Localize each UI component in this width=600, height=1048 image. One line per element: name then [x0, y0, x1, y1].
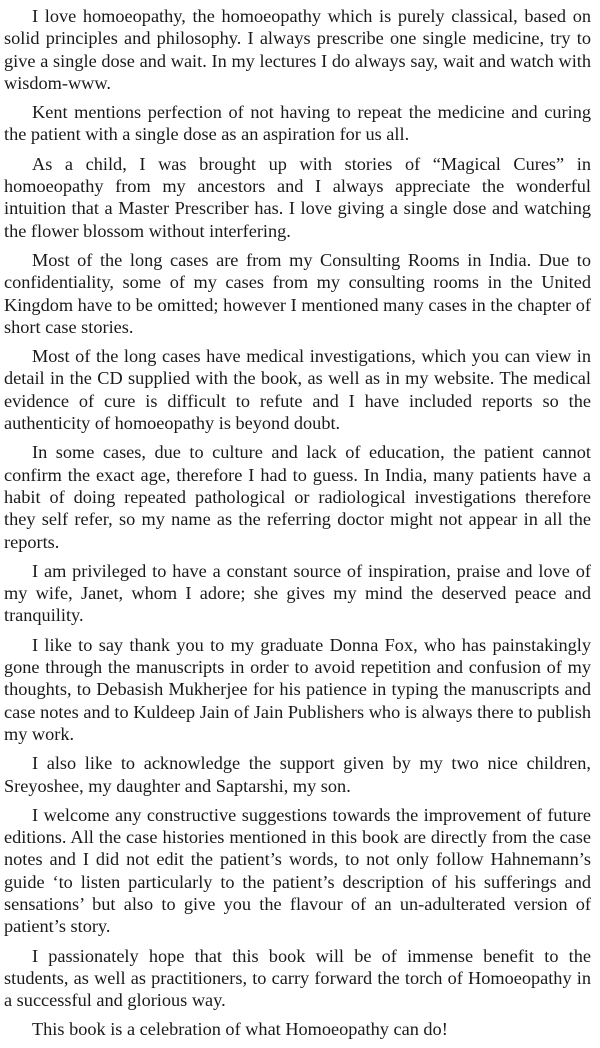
document-page — [4, 5, 591, 1048]
paragraph-kent: Kent mentions perfection of not having to repeat the medicine and curing the patient with a single dose as an aspiration for us all. — [4, 102, 591, 145]
paragraph-thanks: I like to say thank you to my graduate Donna Fox, who has painstakingly gone through the manuscripts in order to avoid repetition and confusion of my thoughts, to Debasish Mukherjee for his patience in typing the manuscripts and case notes and to Kuldeep Jain of Jain Publishers who is always there to publish my work. — [4, 634, 591, 744]
paragraph-patient-age: In some cases, due to culture and lack of education, the patient cannot confirm the exact age, therefore I had to guess. In India, many patients have a habit of doing repeated pathological or radiological investigations therefore they self refer, so my name as the referring doctor might not appear in all the reports. — [4, 442, 591, 552]
paragraph-wife: I am privileged to have a constant source of inspiration, praise and love of my wife, Janet, whom I adore; she gives my mind the deserved peace and tranquility. — [4, 560, 591, 626]
paragraph-love-homoeopathy: I love homoeopathy, the homoeopathy which is purely classical, based on solid principles and philosophy. I always prescribe one single medicine, try to give a single dose and wait. In my lectures I do always say, wait and watch with wisdom-www. — [4, 6, 591, 93]
paragraph-investigations: Most of the long cases have medical investigations, which you can view in detail in the CD supplied with the book, as well as in my website. The medical evidence of cure is difficult to refute and I have included reports so the authenticity of homoeopathy is beyond doubt. — [4, 346, 591, 434]
paragraph-hope: I passionately hope that this book will be of immense benefit to the students, as well as practitioners, to carry forward the torch of Homoeopathy in a successful and glorious way. — [4, 945, 591, 1011]
paragraph-suggestions: I welcome any constructive suggestions towards the improvement of future editions. All the case histories mentioned in this book are directly from the case notes and I did not edit the patient’s words, to not only follow Hahnemann’s guide ‘to listen particularly to the patient’s description of his sufferings and sensations’ but also to give you the flavour of an un-adulterated version of patient’s story. — [4, 804, 591, 937]
paragraph-children: I also like to acknowledge the support given by my two nice children, Sreyoshee, my daughter and Saptarshi, my son. — [4, 753, 591, 796]
paragraph-childhood: As a child, I was brought up with stories of “Magical Cures” in homoeopathy from my ancestors and I always appreciate the wonderful intuition that a Master Prescriber has. I love giving a single dose and watching the flower blossom without interfering. — [4, 153, 591, 241]
paragraph-celebration: This book is a celebration of what Homoeopathy can do! — [32, 1019, 448, 1040]
paragraph-long-cases: Most of the long cases are from my Consulting Rooms in India. Due to confidentiality, some of my cases from my consulting rooms in the United Kingdom have to be omitted; however I mentioned many cases in the chapter of short case stories. — [4, 249, 591, 337]
